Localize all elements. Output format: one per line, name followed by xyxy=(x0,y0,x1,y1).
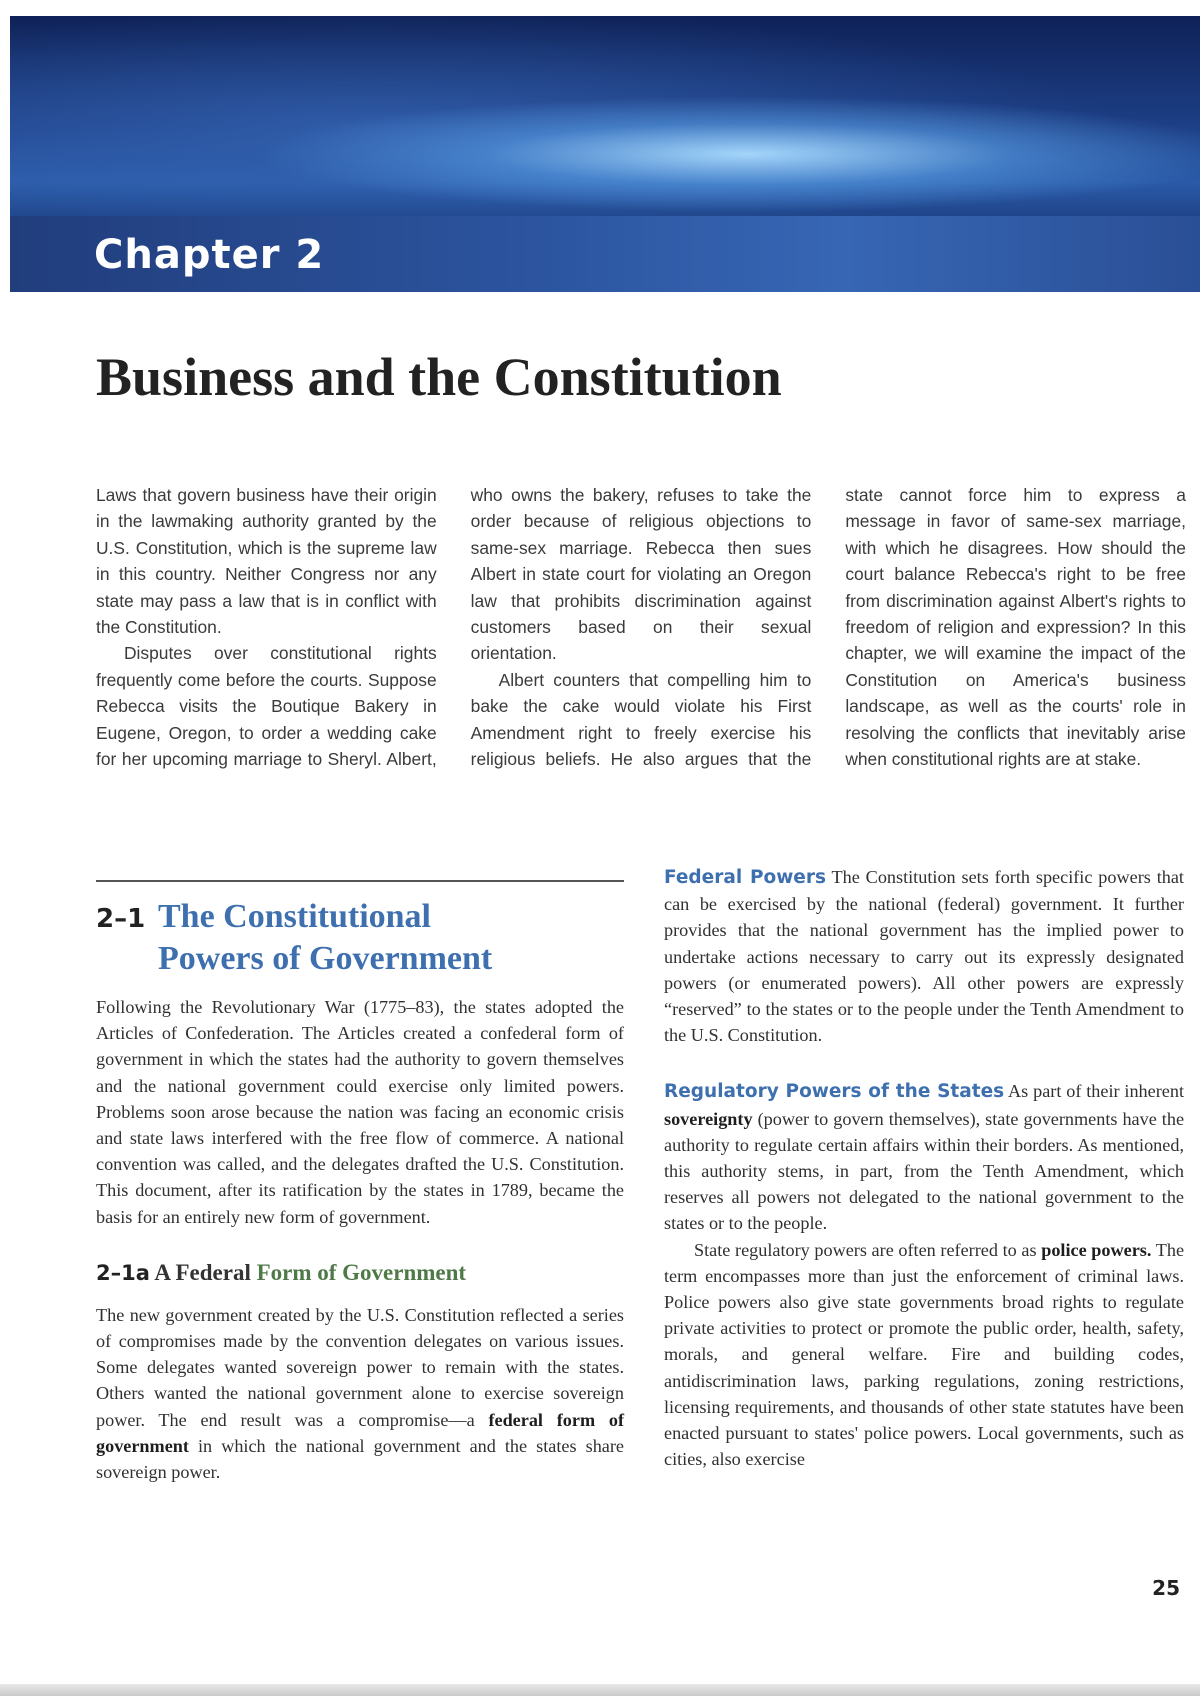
left-column xyxy=(96,890,624,1485)
regulatory-text-after: (power to govern themselves), state governments have the authority to regulate certain affairs within their borders. As mentioned, this authority stems, in part, from the Tenth Amendment, which reserves all powers not delegated to the national government to the states or to the people. xyxy=(664,1108,1185,1234)
subsection-title-part1: A Federal xyxy=(154,1259,251,1285)
subsection-paragraph xyxy=(96,1302,624,1485)
intro-paragraph: Albert counters that compelling him to bake the cake would violate his First Amendment right to freely exercise his religious beliefs. He also argues that the state cannot force him to express a message in favor of same-sex marriage, with which he disagrees. How should the court balance Rebecca's right to be free from discrimination against Albert's rights to freedom of religion and expression? In this chapter, we will examine the impact of the Constitution on America's business landscape, as well as the courts' role in resolving the conflicts that inevitably arise when constitutional rights are at stake. xyxy=(470,485,1186,770)
chapter-title: Business and the Constitution xyxy=(96,347,782,407)
chapter-label: Chapter 2 xyxy=(94,232,325,278)
regulatory-powers-paragraph xyxy=(664,1078,1184,1236)
section-title xyxy=(158,896,492,980)
section-title-line1: The Constitutional xyxy=(158,898,431,935)
subsection-number: 2–1a xyxy=(96,1260,150,1285)
police-text-before: State regulatory powers are often referred to as xyxy=(694,1239,1037,1260)
subsection-text-after: in which the national government and the states share sovereign power. xyxy=(96,1435,625,1483)
page-number: 25 xyxy=(1152,1576,1180,1600)
section-heading xyxy=(96,896,624,980)
regulatory-powers-heading: Regulatory Powers of the States xyxy=(664,1081,1005,1103)
subsection-title-part2: Form of Government xyxy=(256,1259,467,1285)
key-term-sovereignty: sovereignty xyxy=(664,1108,753,1129)
key-term-federal-form: federal form of government xyxy=(96,1409,625,1456)
subsection-text-before: The new government created by the U.S. Constitution reflected a series of compromises made by the convention delegates on various issues. Some delegates wanted sovereign power to remain with the states. Others wanted the national government alone to exercise sovereign power. The end result was a compromise—a xyxy=(96,1304,624,1430)
section-number: 2–1 xyxy=(96,904,146,934)
federal-powers-heading: Federal Powers xyxy=(664,867,826,888)
section-divider xyxy=(96,880,624,882)
chapter-banner-strip xyxy=(10,216,1200,292)
section-title-line2: Powers of Government xyxy=(158,940,493,977)
page-bottom-edge xyxy=(0,1684,1200,1696)
federal-powers-text: The Constitution sets forth specific powers that can be exercised by the national (federal) government. It further provides that the national government has the implied power to undertake actions necessary to carry out its expressly designated powers (or enumerated powers). All other powers are expressly “reserved” to the states or to the people under the Tenth Amendment to the U.S. Constitution. xyxy=(664,867,1184,1046)
police-text-after: The term encompasses more than just the enforcement of criminal laws. Police powers also give state governments broad rights to regulate private activities to protect or promote the public order, health, safety, morals, and general welfare. Fire and building codes, antidiscrimination laws, parking regulations, zoning restrictions, licensing requirements, and thousands of other state statutes have been enacted pursuant to states' police powers. Local governments, such as cities, also exercise xyxy=(664,1239,1185,1470)
key-term-police-powers: police powers. xyxy=(1041,1239,1152,1260)
right-column xyxy=(664,864,1184,1472)
subsection-heading xyxy=(96,1260,624,1286)
intro-paragraph: Disputes over constitutional rights frequently come before the courts. Suppose Rebecca visits the Boutique Bakery in Eugene, Oregon, to order a wedding cake for her upcoming marriage to Sheryl. Albert, who owns the bakery, refuses to take the order because of religious objections to same-sex marriage. Rebecca then sues Albert in state court for violating an Oregon law that prohibits discrimination against customers based on their sexual orientation. xyxy=(96,485,812,770)
regulatory-text-before: As part of their inherent xyxy=(1008,1081,1184,1102)
chapter-intro xyxy=(96,482,1186,772)
police-powers-paragraph xyxy=(664,1237,1184,1473)
section-paragraph: Following the Revolutionary War (1775–83), the states adopted the Articles of Confederation. The Articles created a confederal form of government in which the states had the authority to govern themselves and the national government could exercise only limited powers. Problems soon arose because the nation was facing an economic crisis and state laws interfered with the free flow of commerce. A national convention was called, and the delegates drafted the U.S. Constitution. This document, after its ratification by the states in 1789, became the basis for an entirely new form of government. xyxy=(96,997,624,1227)
chapter-banner xyxy=(10,16,1200,292)
intro-paragraph: Laws that govern business have their origin in the lawmaking authority granted by the U.S. Constitution, which is the supreme law in this country. Neither Congress nor any state may pass a law that is in conflict with the Constitution. xyxy=(96,485,437,638)
federal-powers-paragraph xyxy=(664,864,1184,1048)
